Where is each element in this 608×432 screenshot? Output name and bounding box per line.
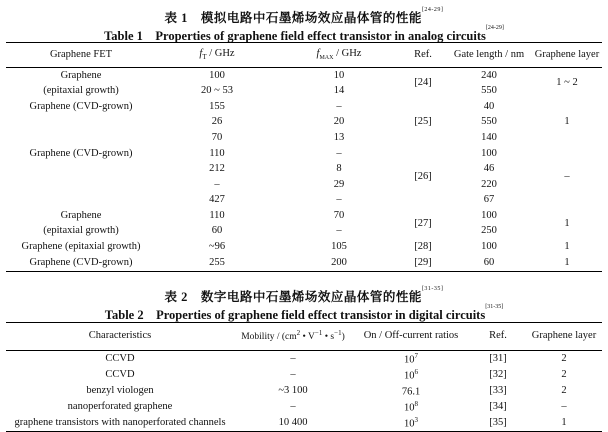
- gate-cell: 100: [481, 209, 497, 221]
- table1-header-fet: Graphene FET: [6, 43, 156, 68]
- table-row: [6, 84, 602, 100]
- mobility-cell: –: [290, 368, 296, 380]
- table2-header-ref: Ref.: [470, 323, 526, 351]
- table-row: [6, 351, 602, 368]
- ft-cell: 60: [211, 225, 223, 237]
- onoff-base: 10: [404, 402, 415, 413]
- table-row: [6, 399, 602, 415]
- fmax-cell: 14: [333, 85, 345, 97]
- fmax-cell: 8: [336, 163, 342, 175]
- fmax-cell: –: [336, 225, 342, 237]
- fmax-cell: 29: [333, 178, 345, 190]
- gate-cell: 67: [483, 194, 495, 206]
- table-row: [6, 240, 602, 256]
- mobility-cell: 10 400: [234, 415, 352, 432]
- gate-cell: 100: [481, 147, 497, 159]
- mobility-unit-part: Mobility / (cm: [241, 332, 297, 343]
- gate-cell: 250: [481, 225, 497, 237]
- table2-caption-cn-text: 表 2 数字电路中石墨烯场效应晶体管的性能: [164, 290, 422, 304]
- table2-header-layer: Graphene layer: [526, 323, 602, 351]
- table1-caption-cn-ref: [24-29]: [421, 7, 444, 13]
- table1-header-ft-sub: T: [202, 53, 207, 62]
- ft-cell: 212: [209, 163, 225, 175]
- mobility-unit-part: • V: [300, 332, 315, 343]
- mobility-unit-part: ): [341, 332, 345, 343]
- table1-header-row: [6, 43, 602, 68]
- fmax-cell: –: [336, 194, 342, 206]
- ft-cell: 20 ~ 53: [201, 85, 233, 97]
- layer-cell: 2: [561, 384, 567, 396]
- layer-cell: 2: [561, 368, 567, 380]
- table1-caption-cn-text: 表 1 模拟电路中石墨烯场效应晶体管的性能: [164, 11, 422, 25]
- fet-cell: Graphene: [60, 209, 102, 221]
- onoff-exponent: 6: [414, 367, 418, 376]
- gate-cell: 240: [481, 69, 497, 81]
- table-row: [6, 383, 602, 399]
- table2-header-onoff: On / Off-current ratios: [352, 323, 470, 351]
- onoff-exponent: 8: [414, 399, 418, 408]
- table1-header-fmax-var: f: [316, 47, 320, 59]
- onoff-cell: [352, 399, 470, 415]
- ref-cell: [34]: [489, 400, 507, 412]
- mobility-unit-part: • s: [322, 332, 335, 343]
- onoff-base: 10: [404, 354, 415, 365]
- table2-caption-cn: [0, 287, 608, 305]
- ft-cell: 26: [211, 116, 223, 128]
- table2: [6, 322, 602, 432]
- table1-header-ref: Ref.: [400, 43, 446, 68]
- table-row: [6, 193, 602, 209]
- ft-cell: 110: [209, 147, 225, 159]
- fmax-cell: 105: [331, 241, 347, 253]
- onoff-base: 10: [404, 418, 415, 429]
- table1-header-fmax-sub: MAX: [319, 55, 334, 62]
- table1-header-fmax: [278, 43, 400, 68]
- layer-cell: –: [564, 170, 570, 182]
- fmax-cell: 13: [333, 131, 345, 143]
- table1-header-ft-unit: / GHz: [206, 47, 235, 59]
- table1-header-gate: Gate length / nm: [446, 43, 532, 68]
- ref-cell: [27]: [414, 217, 432, 229]
- table-row: [6, 415, 602, 432]
- fmax-cell: 70: [333, 209, 345, 221]
- ft-cell: 70: [211, 131, 223, 143]
- table-row: [6, 99, 602, 115]
- fet-cell: (epitaxial growth): [43, 85, 119, 97]
- characteristics-cell: graphene transistors with nanoperforated channels: [6, 415, 234, 432]
- ref-cell: [29]: [400, 255, 446, 271]
- mobility-cell: –: [290, 352, 296, 364]
- table1-header-ft-var: f: [199, 47, 203, 59]
- gate-cell: 40: [483, 100, 495, 112]
- table1-header-fmax-unit: / GHz: [333, 47, 362, 59]
- onoff-exponent: 3: [414, 415, 418, 424]
- fmax-cell: –: [336, 147, 342, 159]
- onoff-base: 76.1: [401, 386, 421, 397]
- layer-cell: 1: [526, 415, 602, 432]
- table-row: [6, 367, 602, 383]
- ft-cell: 100: [209, 69, 225, 81]
- fet-cell: Graphene (CVD-grown): [29, 147, 133, 159]
- gate-cell: 100: [481, 241, 497, 253]
- table-row: [6, 115, 602, 131]
- mobility-cell: ~3 100: [278, 384, 308, 396]
- onoff-cell: [352, 351, 470, 368]
- mobility-unit-sup: 2: [296, 329, 301, 338]
- ft-cell: 110: [209, 209, 225, 221]
- table1-header-ft: [156, 43, 278, 68]
- layer-cell: –: [561, 400, 567, 412]
- ft-cell: ~96: [208, 241, 226, 253]
- layer-cell: 1: [564, 116, 570, 128]
- ref-cell: [32]: [489, 368, 507, 380]
- table1-caption-cn: [0, 8, 608, 26]
- table-row: [6, 255, 602, 271]
- ref-cell: [31]: [489, 352, 507, 364]
- fmax-cell: 10: [333, 69, 345, 81]
- layer-cell: 2: [561, 352, 567, 364]
- table1-header-layer: Graphene layer: [532, 43, 602, 68]
- ref-cell: [35]: [470, 415, 526, 432]
- gate-cell: 550: [481, 116, 497, 128]
- table2-caption-cn-ref: [31-35]: [421, 286, 444, 292]
- ref-cell: [33]: [489, 384, 507, 396]
- table2-header-row: [6, 323, 602, 351]
- characteristics-cell: nanoperforated graphene: [67, 400, 173, 412]
- table-row: [6, 68, 602, 84]
- onoff-cell: [352, 415, 470, 432]
- ft-cell: 255: [156, 255, 278, 271]
- onoff-base: 10: [404, 370, 415, 381]
- mobility-cell: –: [290, 400, 296, 412]
- table1-caption-en-text: Table 1 Properties of graphene field effect transistor in analog circuits: [104, 29, 486, 43]
- mobility-unit-sup: −1: [334, 329, 342, 338]
- fet-cell: Graphene (CVD-grown): [6, 255, 156, 271]
- table1: [6, 42, 602, 272]
- ref-cell: [24]: [414, 77, 432, 89]
- table2-caption-en: [0, 305, 608, 323]
- ref-cell: [26]: [414, 170, 432, 182]
- gate-cell: 46: [483, 163, 495, 175]
- fmax-cell: 20: [333, 116, 345, 128]
- table-row: [6, 224, 602, 240]
- ft-cell: 155: [209, 100, 225, 112]
- fet-cell: (epitaxial growth): [43, 225, 119, 237]
- fmax-cell: –: [336, 100, 342, 112]
- onoff-cell: [352, 383, 470, 399]
- fet-cell: [6, 193, 156, 209]
- layer-cell: 1 ~ 2: [556, 77, 578, 89]
- fet-cell: Graphene (epitaxial growth): [21, 241, 141, 253]
- table2-caption-en-ref: [31-35]: [485, 304, 504, 310]
- table-row: [6, 208, 602, 224]
- gate-cell: 550: [481, 85, 497, 97]
- layer-cell: 1: [564, 217, 570, 229]
- fet-cell: Graphene (CVD-grown): [29, 100, 133, 112]
- table2-caption-en-text: Table 2 Properties of graphene field effect transistor in digital circuits: [104, 308, 486, 322]
- gate-cell: 220: [481, 178, 497, 190]
- ref-cell: [25]: [414, 116, 432, 128]
- ref-cell: [28]: [414, 241, 432, 253]
- layer-cell: 1: [564, 241, 570, 253]
- mobility-unit-sup: −1: [314, 329, 323, 338]
- characteristics-cell: CCVD: [105, 368, 135, 380]
- gate-cell: 60: [446, 255, 532, 271]
- table1-caption-en-ref: [24-29]: [485, 25, 504, 31]
- ft-cell: 427: [209, 194, 225, 206]
- characteristics-cell: benzyl viologen: [86, 384, 154, 396]
- gate-cell: 140: [481, 131, 497, 143]
- table2-header-characteristics: Characteristics: [6, 323, 234, 351]
- table2-header-mobility: [234, 323, 352, 351]
- ft-cell: –: [214, 178, 220, 190]
- onoff-exponent: 7: [414, 351, 418, 360]
- layer-cell: 1: [532, 255, 602, 271]
- fmax-cell: 200: [278, 255, 400, 271]
- characteristics-cell: CCVD: [105, 352, 135, 364]
- fet-cell: Graphene: [60, 69, 102, 81]
- onoff-cell: [352, 367, 470, 383]
